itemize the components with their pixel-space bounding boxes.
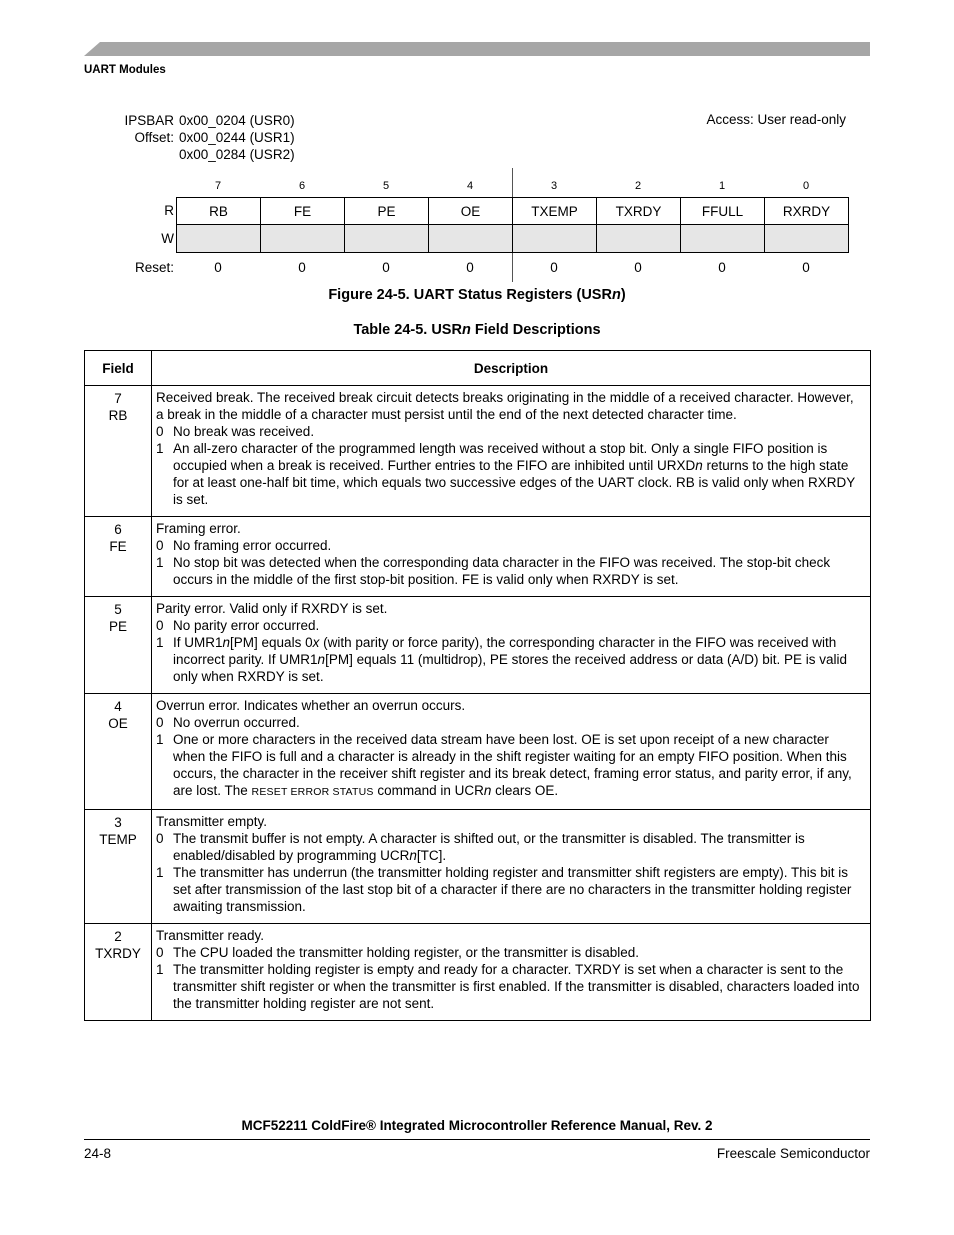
write-cell: [176, 225, 260, 253]
page-number: 24-8: [84, 1146, 112, 1161]
option-item: 0 No framing error occurred.: [156, 538, 332, 553]
field-descriptions-table: [84, 350, 871, 1021]
reset-value: 0: [634, 260, 642, 275]
address-usr0: 0x00_0204 (USR0): [179, 113, 295, 128]
figure-caption: Figure 24-5. UART Status Registers (USRn): [328, 287, 626, 303]
reset-value: 0: [382, 260, 390, 275]
description-summary: Framing error.: [156, 521, 241, 536]
field-name: PE: [108, 619, 127, 634]
option-item: 1 No stop bit was detected when the corresponding data character in the FIFO was received. The stop-bit check occurs in the middle of the first stop-bit position. FE is valid only when RXRDY is set.: [156, 555, 831, 587]
description-summary: Transmitter empty.: [156, 814, 268, 829]
address-usr1: 0x00_0244 (USR1): [179, 130, 295, 145]
table-row: [85, 517, 871, 597]
option-item: 0 No break was received.: [156, 424, 315, 439]
field-name: TXRDY: [95, 946, 141, 961]
command-name: RESET ERROR STATUS: [251, 786, 374, 798]
field-cell-rb: RB: [176, 197, 260, 225]
option-item: 1 If UMR1n[PM] equals 0x (with parity or force parity), the corresponding character in the FIFO was received with incorrect parity. If UMR1n[PM] equals 11 (multidrop), PE stores the received address or data (A/D) bit. PE is valid only when RXRDY is set.: [156, 635, 848, 684]
field-name: FE: [109, 539, 127, 554]
address-usr2: 0x00_0284 (USR2): [179, 147, 295, 162]
field-bit: 4: [114, 699, 122, 714]
table-caption: Table 24-5. USRn Field Descriptions: [353, 322, 601, 338]
table-row: [85, 924, 871, 1021]
bit-number: 4: [466, 180, 474, 192]
field-bit: 5: [114, 602, 122, 617]
bit-number: 6: [298, 180, 306, 192]
access-note: Access: User read-only: [706, 112, 846, 127]
description-cell: [152, 694, 871, 810]
field-bit: 2: [114, 929, 122, 944]
bit-number: 7: [214, 180, 222, 192]
reset-value: 0: [718, 260, 726, 275]
field-cell: [85, 386, 152, 517]
row-label-write: W: [161, 231, 174, 246]
table-row: [85, 694, 871, 810]
bit-number: 2: [634, 180, 642, 192]
description-summary: Received break. The received break circuit detects breaks originating in the middle of a received character. However, a break in the middle of a character must persist until the end of the next detected character time.: [156, 390, 854, 422]
reset-value: 0: [298, 260, 306, 275]
description-cell: [152, 517, 871, 597]
header-description: Description: [152, 351, 871, 386]
table-row: [85, 810, 871, 924]
write-cell: [260, 225, 344, 253]
bit-number: 5: [382, 180, 390, 192]
description-cell: [152, 597, 871, 694]
description-summary: Transmitter ready.: [156, 928, 265, 943]
bit-number: 3: [550, 180, 558, 192]
description-cell: [152, 386, 871, 517]
option-item: 1 The transmitter has underrun (the transmitter holding register and transmitter shift registers are empty). This bit is set after transmission of the last stop bit of a character if there are no characters in the transmitter holding register awaiting transmission.: [156, 865, 852, 914]
description-summary: Parity error. Valid only if RXRDY is set.: [156, 601, 388, 616]
write-cell: [596, 225, 680, 253]
publisher: Freescale Semiconductor: [716, 1146, 870, 1161]
write-cell: [344, 225, 428, 253]
option-item: 0 The CPU loaded the transmitter holding register, or the transmitter is disabled.: [156, 945, 639, 960]
bit-number: 0: [802, 180, 810, 192]
reset-value: 0: [802, 260, 810, 275]
table-row: [85, 597, 871, 694]
option-item: 1 An all-zero character of the programmed length was received without a stop bit. Only a single FIFO position is occupied when a break is received. Further entries to the FIFO are inhibited until URXDn returns to the high state for at least one-half bit time, which equals two successive edges of the UART clock. RB is valid only when RXRDY is set.: [156, 441, 856, 507]
write-cell: [680, 225, 764, 253]
field-cell-ffull: FFULL: [680, 197, 764, 225]
field-cell: [85, 810, 152, 924]
field-cell-fe: FE: [260, 197, 344, 225]
field-cell: [85, 694, 152, 810]
write-cell: [428, 225, 512, 253]
bit-number: 1: [718, 180, 726, 192]
field-bit: 6: [114, 522, 122, 537]
field-cell-pe: PE: [344, 197, 428, 225]
section-title: UART Modules: [84, 64, 166, 76]
field-cell: [85, 517, 152, 597]
row-label-reset: Reset:: [134, 260, 174, 275]
footer-divider: [84, 1139, 870, 1140]
address-label-ipsbar: IPSBAR: [124, 113, 174, 128]
address-values: [179, 112, 295, 163]
table-header-row: [85, 351, 871, 386]
field-bit: 7: [114, 391, 122, 406]
field-name: RB: [108, 408, 128, 423]
register-diagram: [84, 168, 870, 284]
description-cell: [152, 810, 871, 924]
field-cell-oe: OE: [428, 197, 512, 225]
field-cell-rxrdy: RXRDY: [764, 197, 849, 225]
write-cell: [764, 225, 849, 253]
field-cell-txrdy: TXRDY: [596, 197, 680, 225]
field-bit: 3: [114, 815, 122, 830]
option-item: 0 The transmit buffer is not empty. A character is shifted out, or the transmitter is disabled. The transmitter is enabled/disabled by programming UCRn[TC].: [156, 831, 805, 863]
field-name: OE: [108, 716, 128, 731]
reset-value: 0: [466, 260, 474, 275]
option-item: 0 No overrun occurred.: [156, 715, 300, 730]
table-row: [85, 386, 871, 517]
option-item: 1 One or more characters in the received data stream have been lost. OE is set upon receipt of a new character when the FIFO is full and a character is already in the shift register waiting for an empty FIFO position. When this occurs, the character in the receiver shift register and its break detect, framing error status, and parity error, if any, are lost. The RESET ERROR STATUS command in UCRn clears OE.: [156, 732, 852, 798]
description-cell: [152, 924, 871, 1021]
field-cell-txemp: TXEMP: [512, 197, 596, 225]
field-cell: [85, 597, 152, 694]
field-cell: [85, 924, 152, 1021]
write-cell: [512, 225, 596, 253]
reset-value: 0: [550, 260, 558, 275]
option-item: 1 The transmitter holding register is empty and ready for a character. TXRDY is set when a character is sent to the transmitter shift register or when the transmitter is first enabled. If the transmitter is disabled, characters loaded into the transmitter holding register are not sent.: [156, 962, 860, 1011]
row-label-read: R: [164, 203, 174, 218]
footer-manual-title: MCF52211 ColdFire® Integrated Microcontroller Reference Manual, Rev. 2: [241, 1118, 713, 1133]
address-labels: [84, 112, 174, 146]
header-decorative-bar: [84, 42, 870, 56]
field-name: TEMP: [99, 832, 137, 847]
description-summary: Overrun error. Indicates whether an overrun occurs.: [156, 698, 466, 713]
reset-value: 0: [214, 260, 222, 275]
address-label-offset: Offset:: [134, 130, 174, 145]
header-field: Field: [85, 351, 152, 386]
option-item: 0 No parity error occurred.: [156, 618, 320, 633]
